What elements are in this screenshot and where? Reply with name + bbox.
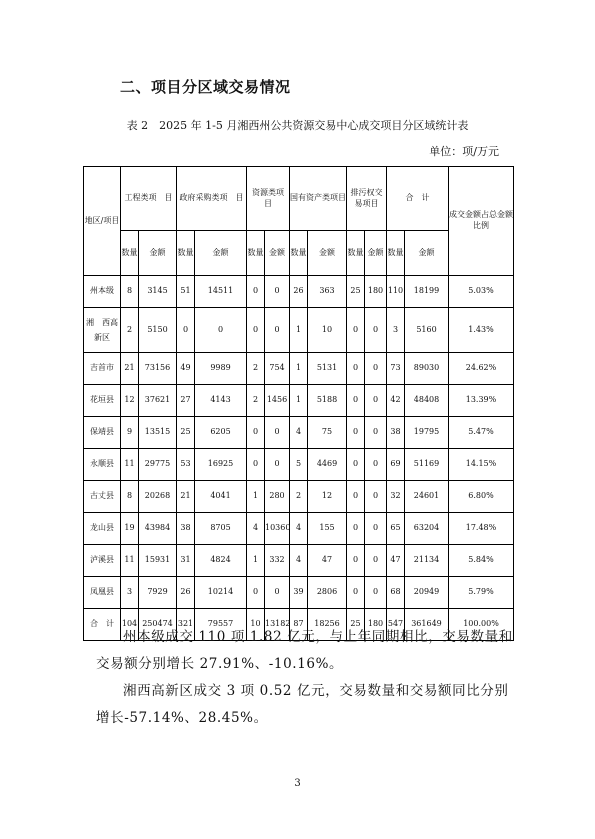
amount-header: 金额 (139, 231, 177, 276)
page-number: 3 (294, 778, 301, 789)
amount-cell: 361649 (405, 609, 449, 641)
count-cell: 2 (247, 353, 265, 385)
table-row (84, 577, 514, 609)
paragraph-2: 湘西高新区成交 3 项 0.52 亿元，交易数量和交易额同比分别增长-57.14%、28.45%。 (96, 683, 509, 726)
region-cell: 州本级 (84, 276, 121, 308)
count-cell: 0 (347, 308, 365, 353)
count-cell: 32 (387, 481, 405, 513)
count-cell: 5 (290, 449, 308, 481)
group-header-total: 合 计 (387, 167, 449, 231)
ratio-cell: 100.00% (449, 609, 514, 641)
ratio-cell: 13.39% (449, 385, 514, 417)
count-cell: 0 (347, 353, 365, 385)
region-cell: 湘 西高新区 (84, 308, 121, 353)
paragraph-1: 州本级成交 110 项 1.82 亿元，与上年同期相比，交易数量和交易额分别增长 27.91%、-10.16%。 (96, 629, 513, 672)
count-cell: 26 (177, 577, 195, 609)
count-cell: 4 (290, 545, 308, 577)
count-cell: 4 (290, 513, 308, 545)
count-header: 数量 (387, 231, 405, 276)
count-cell: 9 (121, 417, 139, 449)
group-header-emission-rights: 排污权交易项目 (347, 167, 387, 231)
amount-cell: 24601 (405, 481, 449, 513)
amount-cell: 20268 (139, 481, 177, 513)
amount-cell: 47 (308, 545, 347, 577)
region-cell: 合 计 (84, 609, 121, 641)
ratio-cell: 24.62% (449, 353, 514, 385)
amount-header: 金额 (195, 231, 247, 276)
region-cell: 吉首市 (84, 353, 121, 385)
amount-header: 金额 (365, 231, 387, 276)
count-cell: 38 (387, 417, 405, 449)
region-header: 地区/项目 (84, 167, 121, 276)
count-cell: 4 (290, 417, 308, 449)
ratio-cell: 14.15% (449, 449, 514, 481)
count-header: 数量 (177, 231, 195, 276)
amount-cell: 0 (365, 577, 387, 609)
count-cell: 0 (347, 513, 365, 545)
group-header-procurement: 政府采购类项 目 (177, 167, 247, 231)
amount-cell: 10214 (195, 577, 247, 609)
count-cell: 68 (387, 577, 405, 609)
group-header-resources: 资源类项 目 (247, 167, 290, 231)
amount-cell: 0 (365, 417, 387, 449)
count-cell: 87 (290, 609, 308, 641)
amount-cell: 0 (365, 385, 387, 417)
section-heading: 二、项目分区域交易情况 (120, 78, 291, 96)
count-cell: 0 (177, 308, 195, 353)
table-row (84, 449, 514, 481)
amount-cell: 75 (308, 417, 347, 449)
count-cell: 8 (121, 481, 139, 513)
ratio-cell: 5.03% (449, 276, 514, 308)
amount-cell: 19795 (405, 417, 449, 449)
count-cell: 19 (121, 513, 139, 545)
count-cell: 0 (247, 276, 265, 308)
count-cell: 321 (177, 609, 195, 641)
ratio-header: 成交金额占总金额比例 (449, 167, 514, 276)
ratio-cell: 6.80% (449, 481, 514, 513)
count-cell: 104 (121, 609, 139, 641)
count-cell: 11 (121, 545, 139, 577)
count-cell: 0 (347, 545, 365, 577)
count-cell: 8 (121, 276, 139, 308)
region-cell: 龙山县 (84, 513, 121, 545)
amount-cell: 89030 (405, 353, 449, 385)
amount-cell: 5150 (139, 308, 177, 353)
count-cell: 3 (387, 308, 405, 353)
count-cell: 0 (247, 577, 265, 609)
amount-cell: 0 (265, 449, 290, 481)
region-cell: 凤凰县 (84, 577, 121, 609)
count-header: 数量 (247, 231, 265, 276)
count-cell: 3 (121, 577, 139, 609)
count-cell: 547 (387, 609, 405, 641)
count-cell: 1 (290, 353, 308, 385)
amount-cell: 3145 (139, 276, 177, 308)
amount-cell: 16925 (195, 449, 247, 481)
amount-cell: 4824 (195, 545, 247, 577)
ratio-cell: 5.84% (449, 545, 514, 577)
amount-cell: 280 (265, 481, 290, 513)
count-cell: 0 (347, 481, 365, 513)
ratio-cell: 17.48% (449, 513, 514, 545)
amount-cell: 363 (308, 276, 347, 308)
count-cell: 38 (177, 513, 195, 545)
amount-cell: 250474 (139, 609, 177, 641)
amount-cell: 7929 (139, 577, 177, 609)
table-row (84, 276, 514, 308)
count-cell: 2 (121, 308, 139, 353)
amount-cell: 4041 (195, 481, 247, 513)
count-cell: 4 (247, 513, 265, 545)
count-cell: 51 (177, 276, 195, 308)
amount-cell: 0 (365, 513, 387, 545)
amount-cell: 14511 (195, 276, 247, 308)
count-cell: 25 (347, 609, 365, 641)
count-cell: 110 (387, 276, 405, 308)
amount-cell: 332 (265, 545, 290, 577)
count-cell: 10 (247, 609, 265, 641)
amount-cell: 18256 (308, 609, 347, 641)
count-cell: 47 (387, 545, 405, 577)
table-row (84, 545, 514, 577)
amount-header: 金额 (405, 231, 449, 276)
amount-cell: 0 (365, 449, 387, 481)
amount-cell: 0 (365, 308, 387, 353)
amount-cell: 20949 (405, 577, 449, 609)
amount-cell: 5188 (308, 385, 347, 417)
amount-cell: 5131 (308, 353, 347, 385)
amount-cell: 0 (265, 577, 290, 609)
count-cell: 0 (347, 449, 365, 481)
count-cell: 53 (177, 449, 195, 481)
amount-cell: 155 (308, 513, 347, 545)
amount-cell: 13182 (265, 609, 290, 641)
count-cell: 11 (121, 449, 139, 481)
table-row (84, 481, 514, 513)
ratio-cell: 5.47% (449, 417, 514, 449)
region-cell: 花垣县 (84, 385, 121, 417)
count-cell: 26 (290, 276, 308, 308)
count-cell: 21 (177, 481, 195, 513)
table-row (84, 353, 514, 385)
count-cell: 21 (121, 353, 139, 385)
count-cell: 39 (290, 577, 308, 609)
amount-cell: 180 (365, 276, 387, 308)
amount-cell: 15931 (139, 545, 177, 577)
count-header: 数量 (290, 231, 308, 276)
amount-cell: 73156 (139, 353, 177, 385)
count-cell: 0 (247, 417, 265, 449)
table-row (84, 417, 514, 449)
table-row (84, 308, 514, 353)
count-cell: 42 (387, 385, 405, 417)
amount-cell: 4143 (195, 385, 247, 417)
count-cell: 25 (347, 276, 365, 308)
amount-cell: 5160 (405, 308, 449, 353)
region-cell: 保靖县 (84, 417, 121, 449)
table-row (84, 513, 514, 545)
count-header: 数量 (347, 231, 365, 276)
amount-cell: 1456 (265, 385, 290, 417)
count-cell: 0 (347, 577, 365, 609)
table-caption: 表 2 2025 年 1-5 月湘西州公共资源交易中心成交项目分区域统计表 (126, 119, 469, 132)
table-body (84, 276, 514, 641)
amount-cell: 8705 (195, 513, 247, 545)
count-cell: 2 (290, 481, 308, 513)
amount-cell: 9989 (195, 353, 247, 385)
count-cell: 0 (347, 385, 365, 417)
count-cell: 1 (290, 385, 308, 417)
amount-cell: 13515 (139, 417, 177, 449)
count-cell: 31 (177, 545, 195, 577)
count-cell: 49 (177, 353, 195, 385)
amount-cell: 18199 (405, 276, 449, 308)
region-cell: 泸溪县 (84, 545, 121, 577)
group-header-state-assets: 国有资产类项目 (290, 167, 347, 231)
amount-cell: 0 (365, 481, 387, 513)
amount-cell: 0 (195, 308, 247, 353)
amount-cell: 48408 (405, 385, 449, 417)
count-cell: 25 (177, 417, 195, 449)
count-cell: 1 (247, 481, 265, 513)
group-header-engineering: 工程类项 目 (121, 167, 177, 231)
amount-cell: 12 (308, 481, 347, 513)
amount-cell: 63204 (405, 513, 449, 545)
count-cell: 0 (347, 417, 365, 449)
count-cell: 12 (121, 385, 139, 417)
amount-cell: 43984 (139, 513, 177, 545)
ratio-cell: 1.43% (449, 308, 514, 353)
amount-cell: 180 (365, 609, 387, 641)
count-cell: 27 (177, 385, 195, 417)
count-cell: 1 (290, 308, 308, 353)
unit-label: 单位：项/万元 (429, 145, 499, 158)
amount-cell: 79557 (195, 609, 247, 641)
amount-cell: 37621 (139, 385, 177, 417)
count-cell: 0 (247, 308, 265, 353)
amount-cell: 10 (308, 308, 347, 353)
amount-cell: 21134 (405, 545, 449, 577)
amount-cell: 0 (265, 308, 290, 353)
amount-cell: 0 (365, 353, 387, 385)
count-cell: 2 (247, 385, 265, 417)
regional-statistics-table (83, 166, 514, 641)
region-cell: 永顺县 (84, 449, 121, 481)
amount-cell: 6205 (195, 417, 247, 449)
count-cell: 73 (387, 353, 405, 385)
count-cell: 0 (247, 449, 265, 481)
amount-header: 金额 (265, 231, 290, 276)
region-cell: 古丈县 (84, 481, 121, 513)
amount-cell: 51169 (405, 449, 449, 481)
count-cell: 1 (247, 545, 265, 577)
amount-cell: 0 (265, 276, 290, 308)
amount-cell: 29775 (139, 449, 177, 481)
table-row (84, 385, 514, 417)
amount-cell: 2806 (308, 577, 347, 609)
count-cell: 65 (387, 513, 405, 545)
amount-header: 金额 (308, 231, 347, 276)
amount-cell: 0 (365, 545, 387, 577)
amount-cell: 10360 (265, 513, 290, 545)
count-header: 数量 (121, 231, 139, 276)
ratio-cell: 5.79% (449, 577, 514, 609)
count-cell: 69 (387, 449, 405, 481)
amount-cell: 4469 (308, 449, 347, 481)
amount-cell: 754 (265, 353, 290, 385)
amount-cell: 0 (265, 417, 290, 449)
